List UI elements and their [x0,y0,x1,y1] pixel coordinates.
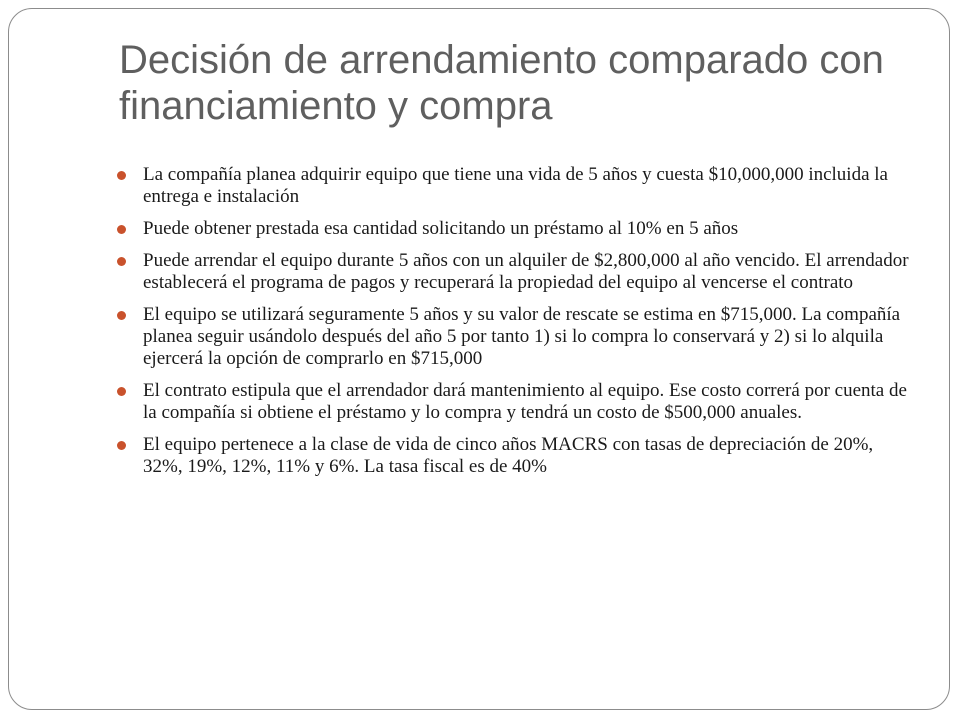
bullet-dot-icon [117,441,126,450]
slide-title: Decisión de arrendamiento comparado con financiamiento y compra [119,38,884,128]
bullet-item [117,304,917,370]
slide-frame [8,8,950,710]
bullet-list [117,164,917,488]
bullet-text: El equipo se utilizará seguramente 5 años y su valor de rescate se estima en $715,000. La compañía planea seguir usándolo después del año 5 por tanto 1) si lo compra lo conservará y 2) si lo alquila ejercerá la opción de comprarlo en $715,000 [143,304,901,369]
bullet-item [117,434,917,478]
bullet-text: El contrato estipula que el arrendador dará mantenimiento al equipo. Ese costo correrá por cuenta de la compañía si obtiene el préstamo y lo compra y tendrá un costo de $500,000 anuales. [143,380,907,423]
bullet-text: La compañía planea adquirir equipo que tiene una vida de 5 años y cuesta $10,000,000 incluida la entrega e instalación [143,164,888,207]
bullet-dot-icon [117,257,126,266]
bullet-dot-icon [117,311,126,320]
bullet-dot-icon [117,225,126,234]
bullet-item [117,250,917,294]
bullet-item [117,164,917,208]
bullet-dot-icon [117,387,126,396]
bullet-item [117,380,917,424]
bullet-text: El equipo pertenece a la clase de vida de cinco años MACRS con tasas de depreciación de 20%, 32%, 19%, 12%, 11% y 6%. La tasa fiscal es de 40% [143,434,874,477]
bullet-text: Puede arrendar el equipo durante 5 años con un alquiler de $2,800,000 al año vencido. El arrendador establecerá el programa de pagos y recuperará la propiedad del equipo al vencerse el contrato [143,250,909,293]
bullet-dot-icon [117,171,126,180]
bullet-text: Puede obtener prestada esa cantidad solicitando un préstamo al 10% en 5 años [143,218,739,239]
bullet-item [117,218,917,240]
